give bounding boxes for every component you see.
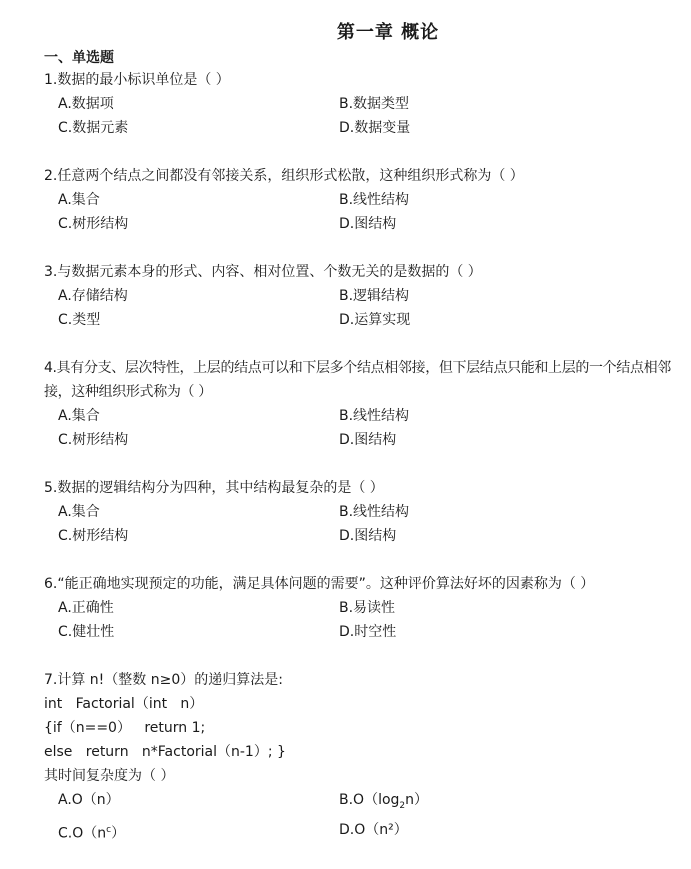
question-1 bbox=[44, 68, 689, 140]
option-row bbox=[44, 500, 689, 524]
code-line: {if（n==0） return 1; bbox=[44, 720, 206, 736]
option-c: C.树形结构 bbox=[58, 432, 129, 448]
question-stem: 2.任意两个结点之间都没有邻接关系，组织形式松散，这种组织形式称为（ ） bbox=[44, 168, 524, 184]
option-d: D.图结构 bbox=[339, 432, 397, 448]
option-b: B.易读性 bbox=[339, 600, 396, 616]
question-4 bbox=[44, 356, 689, 452]
section-heading: 一、单选题 bbox=[44, 50, 114, 66]
option-row bbox=[44, 788, 689, 818]
question-tail: 其时间复杂度为（ ） bbox=[44, 768, 175, 784]
option-b-text-end: n） bbox=[405, 792, 429, 808]
option-d: D.时空性 bbox=[339, 624, 397, 640]
option-row bbox=[44, 428, 689, 452]
question-stem: 7.计算 n!（整数 n≥0）的递归算法是: bbox=[44, 672, 283, 688]
option-row bbox=[44, 212, 689, 236]
option-a: A.集合 bbox=[58, 408, 100, 424]
option-d: D.图结构 bbox=[339, 216, 397, 232]
option-b: B.线性结构 bbox=[339, 504, 410, 520]
option-b: B.线性结构 bbox=[339, 192, 410, 208]
option-a: A.集合 bbox=[58, 192, 100, 208]
option-c: C.数据元素 bbox=[58, 120, 129, 136]
question-stem: 5.数据的逻辑结构分为四种，其中结构最复杂的是（ ） bbox=[44, 480, 384, 496]
option-a: A.正确性 bbox=[58, 600, 114, 616]
option-c: C.树形结构 bbox=[58, 528, 129, 544]
question-stem: 1.数据的最小标识单位是（ ） bbox=[44, 72, 230, 88]
question-stem: 4.具有分支、层次特性，上层的结点可以和下层多个结点相邻接，但下层结点只能和上层的一个结点相邻接，这种组织形式称为（ ） bbox=[44, 360, 671, 400]
question-7 bbox=[44, 668, 689, 845]
option-row bbox=[44, 596, 689, 620]
option-row bbox=[44, 188, 689, 212]
option-row bbox=[44, 116, 689, 140]
log-base: 2 bbox=[399, 800, 406, 811]
option-d: D.数据变量 bbox=[339, 120, 411, 136]
option-row bbox=[44, 92, 689, 116]
option-row bbox=[44, 620, 689, 644]
option-a: A.数据项 bbox=[58, 96, 114, 112]
question-stem: 6.“能正确地实现预定的功能，满足具体问题的需要”。这种评价算法好坏的因素称为（ ） bbox=[44, 576, 595, 592]
option-b-text: B.O（log bbox=[339, 792, 400, 808]
question-5 bbox=[44, 476, 689, 548]
option-c-text-end: ） bbox=[111, 825, 126, 842]
option-b: B.线性结构 bbox=[339, 408, 410, 424]
exponent: c bbox=[106, 824, 112, 835]
option-row bbox=[44, 524, 689, 548]
option-a: A.集合 bbox=[58, 504, 100, 520]
chapter-title: 第一章 概论 bbox=[336, 22, 440, 43]
option-c: C.树形结构 bbox=[58, 216, 129, 232]
option-a: A.O（n） bbox=[58, 792, 120, 808]
option-b: B.数据类型 bbox=[339, 96, 410, 112]
code-line: else return n*Factorial（n-1）; } bbox=[44, 744, 286, 760]
code-line: int Factorial（int n） bbox=[44, 696, 204, 712]
option-d: D.运算实现 bbox=[339, 312, 411, 328]
option-row bbox=[44, 818, 689, 846]
question-stem: 3.与数据元素本身的形式、内容、相对位置、个数无关的是数据的（ ） bbox=[44, 264, 482, 280]
option-c: C.健壮性 bbox=[58, 624, 115, 640]
option-row bbox=[44, 404, 689, 428]
option-b: B.逻辑结构 bbox=[339, 288, 410, 304]
option-d: D.O（n²） bbox=[339, 821, 408, 838]
option-d: D.图结构 bbox=[339, 528, 397, 544]
option-b bbox=[339, 788, 689, 818]
option-row bbox=[44, 308, 689, 332]
option-a: A.存储结构 bbox=[58, 288, 128, 304]
option-c-text: C.O（n bbox=[58, 825, 107, 842]
option-c bbox=[44, 818, 339, 846]
option-c: C.类型 bbox=[58, 312, 101, 328]
question-2 bbox=[44, 164, 689, 236]
question-list bbox=[44, 68, 689, 869]
question-6 bbox=[44, 572, 689, 644]
question-3 bbox=[44, 260, 689, 332]
option-row bbox=[44, 284, 689, 308]
